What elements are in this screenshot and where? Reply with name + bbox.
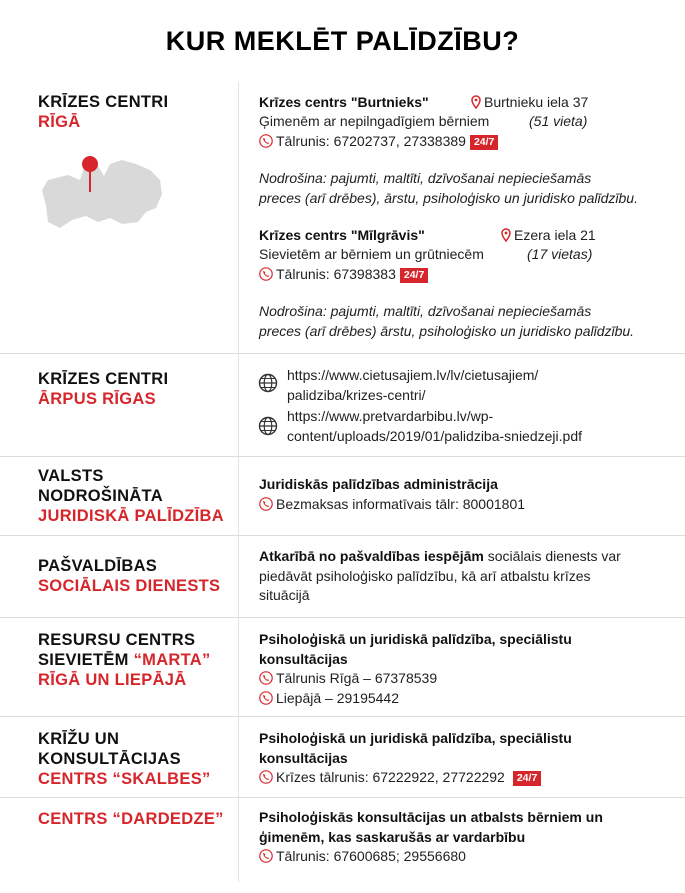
riga-content [259,93,679,341]
row-divider [0,716,685,717]
phone-text: Bezmaksas informatīvais tālr: 80001801 [276,495,526,512]
legal-heading: Juridiskās palīdzības administrācija [259,476,498,492]
section-label-skalbes: KRĪŽU UN KONSULTĀCIJAS CENTRS “SKALBES” [38,730,211,788]
address: Burtnieku iela 37 [471,93,588,113]
provides-text: Nodrošina: pajumti, maltīti, dzīvošanai nepieciešamās [259,303,592,319]
page-title: KUR MEKLĒT PALĪDZĪBU? [165,26,520,56]
badge-24-7: 24/7 [513,771,541,786]
phone-icon [259,134,273,148]
latvia-map-icon [38,150,164,232]
globe-icon [258,373,278,393]
phone-text: Tālrunis: 67600685; 29556680 [276,848,466,864]
marta-content: Psiholoģiskā un juridiskā palīdzība, speciālistu konsultācijas Tālrunis Rīgā – 67378539 Liepājā – 29195442 [259,631,572,706]
phone-icon [259,849,273,863]
social-content: Atkarībā no pašvaldības iespējām sociālais dienests var piedāvāt psiholoģisko palīdzību, kā arī atbalstu krīzes situācijā [259,548,621,603]
center-name: Krīzes centrs "Burtnieks" [259,94,429,110]
section-label-outside-riga: KRĪZES CENTRI ĀRPUS RĪGAS [38,370,169,408]
provides-text: Nodrošina: pajumti, maltīti, dzīvošanai nepieciešamās [259,170,592,186]
row-divider [0,535,685,536]
section-label-legal-aid: VALSTS NODROŠINĀTA JURIDISKĀ PALĪDZĪBA [38,467,224,525]
badge-24-7: 24/7 [400,268,428,283]
phone-text: Liepājā – 29195442 [276,689,400,706]
section-label-marta: RESURSU CENTRS SIEVIETĒM “MARTA” RĪGĀ UN LIEPĀJĀ [38,631,211,689]
provides-text: preces (arī drēbes), ārstu, psiholoģisko un juridisko palīdzību. [259,189,638,206]
legal-content [259,475,525,514]
places: (51 vieta) [529,113,588,129]
phone-icon [259,671,273,685]
target-group: Ģimenēm ar nepilngadīgiem bērniem [259,113,490,129]
link-cietusajiem[interactable]: https://www.cietusajiem.lv/lv/cietusajiem/ palidziba/krizes-centri/ [287,367,539,403]
phone-icon [259,691,273,705]
phone-text: Tālrunis: 67202737, 27338389 [276,133,466,149]
center-name: Krīzes centrs "Mīlgrāvis" [259,227,425,243]
phone-text: Krīzes tālrunis: 67222922, 27722292 [276,769,505,785]
address: Ezera iela 21 [501,226,596,246]
badge-24-7: 24/7 [470,135,498,150]
column-divider [238,82,239,882]
row-divider [0,797,685,798]
phone-icon [259,770,273,784]
link-pretvardarbibu[interactable]: https://www.pretvardarbibu.lv/wp- content/uploads/2019/01/palidziba-sniedzeji.pdf [287,408,582,444]
section-label-dardedze: CENTRS “DARDEDZE” [38,810,224,828]
globe-icon [258,416,278,436]
phone-icon [259,497,273,511]
section-label-riga: KRĪZES CENTRI RĪGĀ [38,93,169,131]
places: (17 vietas) [527,246,593,262]
skalbes-content: Psiholoģiskā un juridiskā palīdzība, speciālistu konsultācijas Krīzes tālrunis: 67222922, 27722292 24/7 [259,730,572,785]
provides-text: preces (arī drēbes) ārstu, psiholoģisko un juridisko palīdzību. [259,322,635,339]
row-divider [0,617,685,618]
row-divider [0,456,685,457]
phone-text: Tālrunis Rīgā – 67378539 [276,670,438,686]
section-label-social-service: PAŠVALDĪBAS SOCIĀLAIS DIENESTS [38,557,221,595]
target-group: Sievietēm ar bērniem un grūtniecēm [259,246,484,262]
location-pin-icon [471,95,481,109]
dardedze-content: Psiholoģiskās konsultācijas un atbalsts bērniem un ģimenēm, kas saskarušās ar vardarbību Tālrunis: 67600685; 29556680 [259,809,603,864]
phone-text: Tālrunis: 67398383 [276,266,396,282]
location-pin-icon [501,228,511,242]
row-divider [0,353,685,354]
phone-icon [259,267,273,281]
